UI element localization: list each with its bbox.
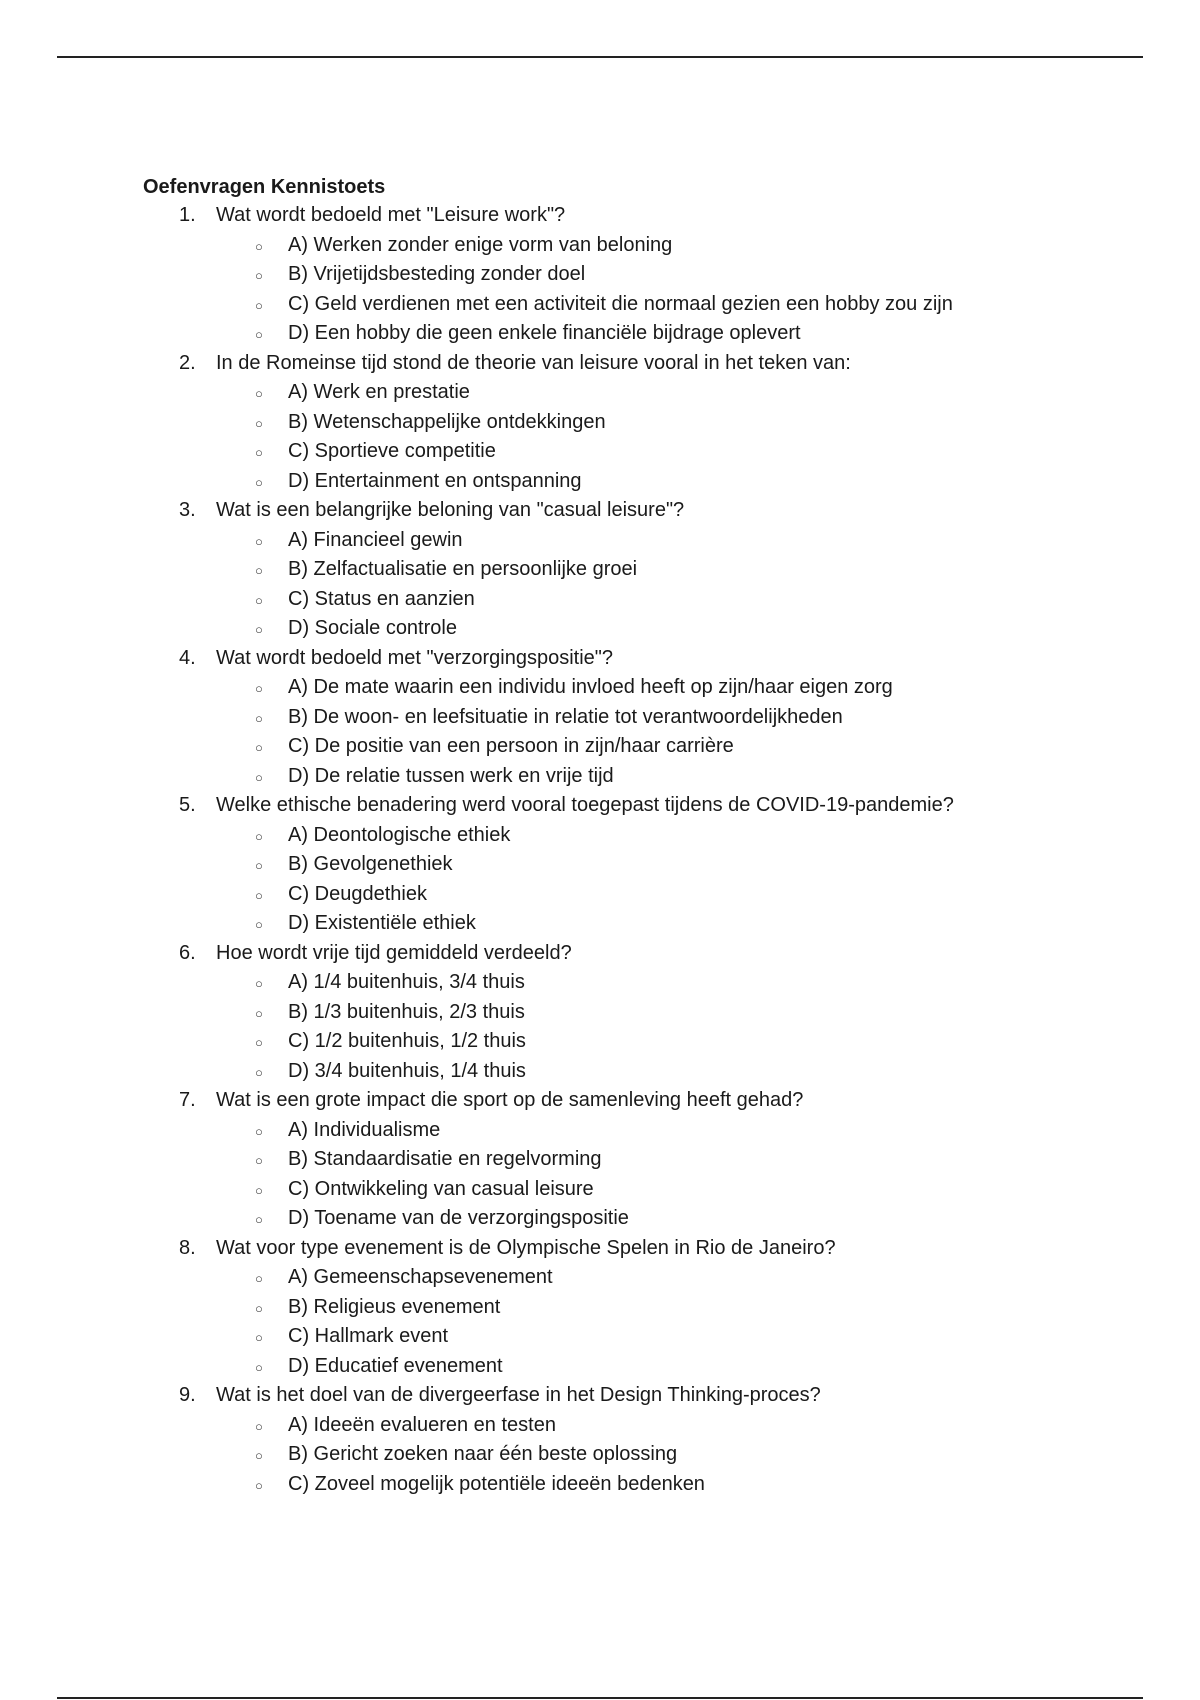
question-item [143,791,1103,939]
option-text: B) De woon- en leefsituatie in relatie tot verantwoordelijkheden [288,705,843,728]
option-text: B) Religieus evenement [288,1295,501,1318]
circle-bullet-icon: ○ [255,445,263,460]
answer-option [143,968,1103,998]
question-item [143,1234,1103,1382]
answer-option [143,1263,1103,1293]
footer-rule [57,1697,1143,1699]
circle-bullet-icon: ○ [255,1182,263,1198]
question-number: 7. [179,1089,196,1111]
option-list [143,1263,1103,1381]
answer-option [143,1352,1103,1382]
circle-bullet-icon: ○ [255,533,263,549]
option-text: D) Toename van de verzorgingspositie [288,1207,629,1229]
option-text: C) 1/2 buitenhuis, 1/2 thuis [288,1030,526,1052]
option-list [143,1116,1103,1234]
answer-option [143,1322,1103,1352]
question-text: Wat is een belangrijke beloning van "casual leisure"? [216,499,685,521]
option-text: A) 1/4 buitenhuis, 3/4 thuis [288,971,525,993]
answer-option [143,231,1103,261]
question-number: 2. [179,351,196,374]
circle-bullet-icon: ○ [255,415,263,431]
option-text: A) De mate waarin een individu invloed heeft op zijn/haar eigen zorg [288,676,893,698]
circle-bullet-icon: ○ [255,828,263,844]
option-list [143,821,1103,939]
answer-option [143,555,1103,585]
circle-bullet-icon: ○ [255,740,263,755]
option-text: D) Entertainment en ontspanning [288,469,582,492]
answer-option [143,850,1103,880]
question-line [143,939,1081,969]
answer-option [143,1470,1103,1500]
answer-option [143,1293,1103,1323]
answer-option [143,1175,1103,1205]
document-body [143,173,1103,1499]
answer-option [143,260,1103,290]
question-text: Wat is een grote impact die sport op de samenleving heeft gehad? [216,1089,804,1111]
option-text: C) De positie van een persoon in zijn/haar carrière [288,735,734,757]
circle-bullet-icon: ○ [255,592,263,608]
option-text: D) 3/4 buitenhuis, 1/4 thuis [288,1059,526,1082]
option-text: C) Sportieve competitie [288,440,496,462]
question-item [143,349,1103,497]
circle-bullet-icon: ○ [255,976,263,991]
answer-option [143,1440,1103,1470]
option-text: B) 1/3 buitenhuis, 2/3 thuis [288,1000,525,1023]
document-title: Oefenvragen Kennistoets [143,176,386,198]
circle-bullet-icon: ○ [255,887,263,903]
circle-bullet-icon: ○ [255,710,263,726]
option-text: D) Sociale controle [288,617,457,639]
option-text: D) Een hobby die geen enkele financiële bijdrage oplevert [288,322,801,344]
question-text: Hoe wordt vrije tijd gemiddeld verdeeld? [216,941,572,964]
answer-option [143,1057,1103,1087]
question-number: 3. [179,499,196,521]
question-list [143,201,1103,1499]
option-text: C) Zoveel mogelijk potentiële ideeën bedenken [288,1472,705,1495]
answer-option [143,998,1103,1028]
option-text: A) Ideeën evalueren en testen [288,1413,556,1436]
option-text: B) Vrijetijdsbesteding zonder doel [288,263,586,285]
answer-option [143,732,1103,762]
answer-option [143,467,1103,497]
option-text: C) Hallmark event [288,1325,449,1347]
question-number: 1. [179,204,196,226]
option-list [143,968,1103,1086]
question-number: 9. [179,1384,196,1406]
answer-option [143,1027,1103,1057]
answer-option [143,909,1103,939]
answer-option [143,1411,1103,1441]
question-text: Wat wordt bedoeld met "Leisure work"? [216,204,566,226]
circle-bullet-icon: ○ [255,681,263,696]
answer-option [143,880,1103,910]
circle-bullet-icon: ○ [255,1477,263,1493]
circle-bullet-icon: ○ [255,1212,263,1227]
circle-bullet-icon: ○ [255,1123,263,1139]
circle-bullet-icon: ○ [255,238,263,254]
answer-option [143,1204,1103,1234]
answer-option [143,319,1103,349]
circle-bullet-icon: ○ [255,1064,263,1080]
circle-bullet-icon: ○ [255,858,263,873]
question-line [143,644,1081,674]
option-text: A) Werken zonder enige vorm van beloning [288,233,673,256]
question-line [143,1086,1081,1116]
option-text: A) Werk en prestatie [288,381,470,403]
answer-option [143,408,1103,438]
circle-bullet-icon: ○ [255,1153,263,1168]
circle-bullet-icon: ○ [255,1035,263,1050]
circle-bullet-icon: ○ [255,1300,263,1316]
answer-option [143,290,1103,320]
option-text: B) Zelfactualisatie en persoonlijke groei [288,558,638,580]
option-text: C) Ontwikkeling van casual leisure [288,1177,594,1200]
option-list [143,378,1103,496]
circle-bullet-icon: ○ [255,386,263,401]
option-text: A) Deontologische ethiek [288,823,511,846]
option-list [143,673,1103,791]
question-line [143,496,1081,526]
circle-bullet-icon: ○ [255,1330,263,1345]
circle-bullet-icon: ○ [255,1418,263,1434]
circle-bullet-icon: ○ [255,327,263,342]
question-line [143,1234,1081,1264]
question-item [143,644,1103,792]
option-text: D) Existentiële ethiek [288,912,476,934]
question-number: 6. [179,941,196,964]
circle-bullet-icon: ○ [255,563,263,578]
question-number: 8. [179,1236,196,1259]
answer-option [143,1116,1103,1146]
answer-option [143,378,1103,408]
answer-option [143,703,1103,733]
question-number: 4. [179,646,196,669]
option-list [143,526,1103,644]
circle-bullet-icon: ○ [255,297,263,313]
option-list [143,1411,1103,1500]
question-item [143,201,1103,349]
question-line [143,201,1081,231]
question-text: In de Romeinse tijd stond de theorie van leisure vooral in het teken van: [216,351,851,374]
circle-bullet-icon: ○ [255,1271,263,1286]
answer-option [143,1145,1103,1175]
option-text: B) Standaardisatie en regelvorming [288,1148,602,1170]
question-text: Wat is het doel van de divergeerfase in het Design Thinking-proces? [216,1384,821,1406]
question-text: Wat voor type evenement is de Olympische Spelen in Rio de Janeiro? [216,1236,836,1259]
circle-bullet-icon: ○ [255,268,263,283]
circle-bullet-icon: ○ [255,474,263,490]
question-text: Wat wordt bedoeld met "verzorgingspositie"? [216,646,613,669]
option-text: D) De relatie tussen werk en vrije tijd [288,764,614,787]
question-text: Welke ethische benadering werd vooral toegepast tijdens de COVID-19-pandemie? [216,794,954,816]
answer-option [143,762,1103,792]
answer-option [143,437,1103,467]
circle-bullet-icon: ○ [255,622,263,637]
question-item [143,496,1103,644]
question-item [143,1086,1103,1234]
option-text: A) Gemeenschapsevenement [288,1266,553,1288]
answer-option [143,673,1103,703]
answer-option [143,614,1103,644]
circle-bullet-icon: ○ [255,1005,263,1021]
option-text: D) Educatief evenement [288,1354,503,1377]
question-line [143,791,1081,821]
option-text: C) Status en aanzien [288,587,475,610]
option-text: C) Deugdethiek [288,882,427,905]
question-number: 5. [179,794,196,816]
option-text: A) Financieel gewin [288,528,463,551]
option-text: B) Gericht zoeken naar één beste oplossing [288,1443,678,1465]
option-text: A) Individualisme [288,1118,441,1141]
circle-bullet-icon: ○ [255,1359,263,1375]
answer-option [143,821,1103,851]
option-list [143,231,1103,349]
header-rule [57,56,1143,58]
answer-option [143,526,1103,556]
option-text: B) Wetenschappelijke ontdekkingen [288,410,606,433]
question-line [143,349,1081,379]
circle-bullet-icon: ○ [255,917,263,932]
circle-bullet-icon: ○ [255,769,263,785]
answer-option [143,585,1103,615]
option-text: C) Geld verdienen met een activiteit die normaal gezien een hobby zou zijn [288,292,953,315]
option-text: B) Gevolgenethiek [288,853,453,875]
question-item [143,939,1103,1087]
question-item [143,1381,1103,1499]
question-line [143,1381,1081,1411]
circle-bullet-icon: ○ [255,1448,263,1463]
